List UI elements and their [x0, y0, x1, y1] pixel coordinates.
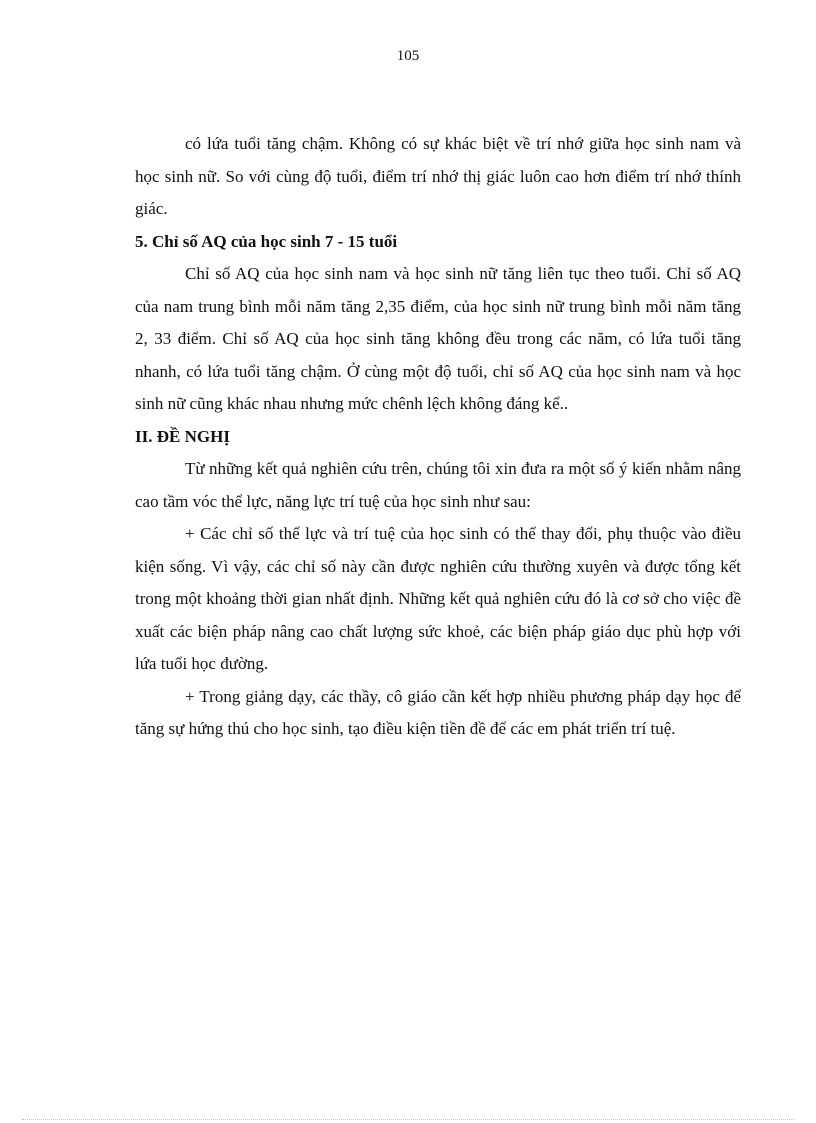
- section-heading-aq: 5. Chỉ số AQ của học sinh 7 - 15 tuổi: [135, 231, 398, 251]
- paragraph-continuation: có lứa tuổi tăng chậm. Không có sự khác biệt về trí nhớ giữa học sinh nam và học sinh nữ. So với cùng độ tuổi, điểm trí nhớ thị giác luôn cao hơn điểm trí nhớ thính giác.: [135, 134, 741, 218]
- document-body: [135, 128, 741, 746]
- paragraph-aq-index: Chỉ số AQ của học sinh nam và học sinh nữ tăng liên tục theo tuổi. Chỉ số AQ của nam trung bình mỗi năm tăng 2,35 điểm, của học sinh nữ trung bình mỗi năm tăng 2, 33 điểm. Chỉ số AQ của học sinh tăng không đều trong các năm, có lứa tuổi tăng nhanh, có lứa tuổi tăng chậm. Ở cùng một độ tuổi, chỉ số AQ của học sinh nam và học sinh nữ cũng khác nhau nhưng mức chênh lệch không đáng kể..: [135, 264, 741, 413]
- paragraph-recommendation-1: + Các chỉ số thể lực và trí tuệ của học sinh có thể thay đổi, phụ thuộc vào điều kiện sống. Vì vậy, các chỉ số này cần được nghiên cứu thường xuyên và được tổng kết trong một khoảng thời gian nhất định. Những kết quả nghiên cứu đó là cơ sở cho việc đề xuất các biện pháp nâng cao chất lượng sức khoẻ, các biện pháp giáo dục phù hợp với lứa tuổi học đường.: [135, 524, 741, 673]
- page-number: 105: [396, 48, 420, 64]
- paragraph-recommendations-intro: Từ những kết quả nghiên cứu trên, chúng tôi xin đưa ra một số ý kiến nhằm nâng cao tầm vóc thể lực, năng lực trí tuệ của học sinh như sau:: [135, 459, 741, 511]
- section-heading-recommendations: II. ĐỀ NGHỊ: [135, 426, 230, 446]
- paragraph-recommendation-2: + Trong giảng dạy, các thầy, cô giáo cần kết hợp nhiều phương pháp dạy học để tăng sự hứng thú cho học sinh, tạo điều kiện tiền đề để các em phát triển trí tuệ.: [135, 686, 741, 738]
- page-bottom-divider: [22, 1119, 794, 1120]
